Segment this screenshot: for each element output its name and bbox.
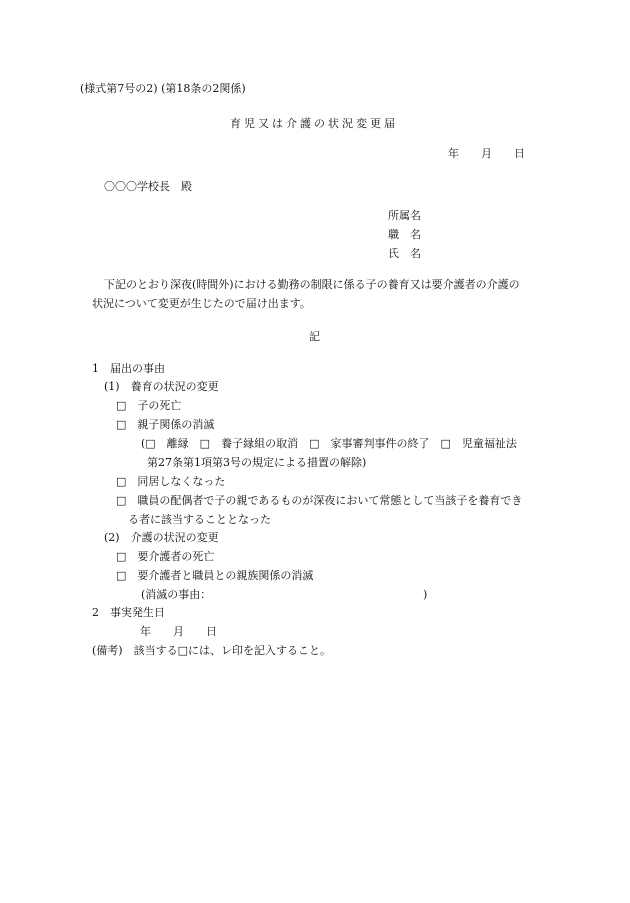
document-title: 育児又は介護の状況変更届: [230, 117, 398, 130]
section-1-sub-1-heading: (1) 養育の状況の変更: [104, 380, 219, 393]
item-kinship-extinction: □ 要介護者と職員との親族関係の消滅: [116, 569, 314, 582]
extinction-reason-label: (消滅の事由：: [141, 588, 212, 601]
item-parent-child-extinction: □ 親子関係の消滅: [116, 418, 215, 431]
item-care-recipient-death: □ 要介護者の死亡: [116, 550, 215, 563]
item-spouse-line-1: □ 職員の配偶者で子の親であるものが深夜において常態として当該子を養育でき: [116, 494, 523, 507]
ki-heading: 記: [309, 330, 320, 343]
name-label: 氏 名: [388, 247, 421, 260]
section-2-heading: 2 事実発生日: [92, 606, 165, 619]
affiliation-label: 所属名: [388, 209, 421, 222]
extinction-detail-line-1: (□ 離縁 □ 養子縁組の取消 □ 家事審判事件の終了 □ 児童福祉法: [141, 437, 517, 450]
submission-date: 年 月 日: [448, 147, 525, 160]
position-label: 職 名: [388, 228, 421, 241]
item-no-cohabitation: □ 同居しなくなった: [116, 475, 226, 488]
intro-line-1: 下記のとおり深夜(時間外)における勤務の制限に係る子の養育又は要介護者の介護の: [104, 278, 520, 291]
form-reference: (様式第7号の2) (第18条の2関係): [80, 82, 246, 95]
item-spouse-line-2: る者に該当することとなった: [128, 513, 271, 526]
item-child-death: □ 子の死亡: [116, 399, 182, 412]
extinction-reason-close: ): [423, 588, 428, 601]
occurrence-date: 年 月 日: [140, 625, 217, 638]
addressee: 〇〇〇学校長 殿: [104, 180, 192, 193]
section-1-sub-2-heading: (2) 介護の状況の変更: [104, 531, 219, 544]
extinction-detail-line-2: 第27条第1項第3号の規定による措置の解除): [147, 456, 367, 469]
remarks: (備考) 該当する□には、レ印を記入すること。: [92, 644, 331, 657]
section-1-heading: 1 届出の事由: [92, 362, 165, 375]
intro-line-2: 状況について変更が生じたので届け出ます。: [92, 297, 311, 310]
